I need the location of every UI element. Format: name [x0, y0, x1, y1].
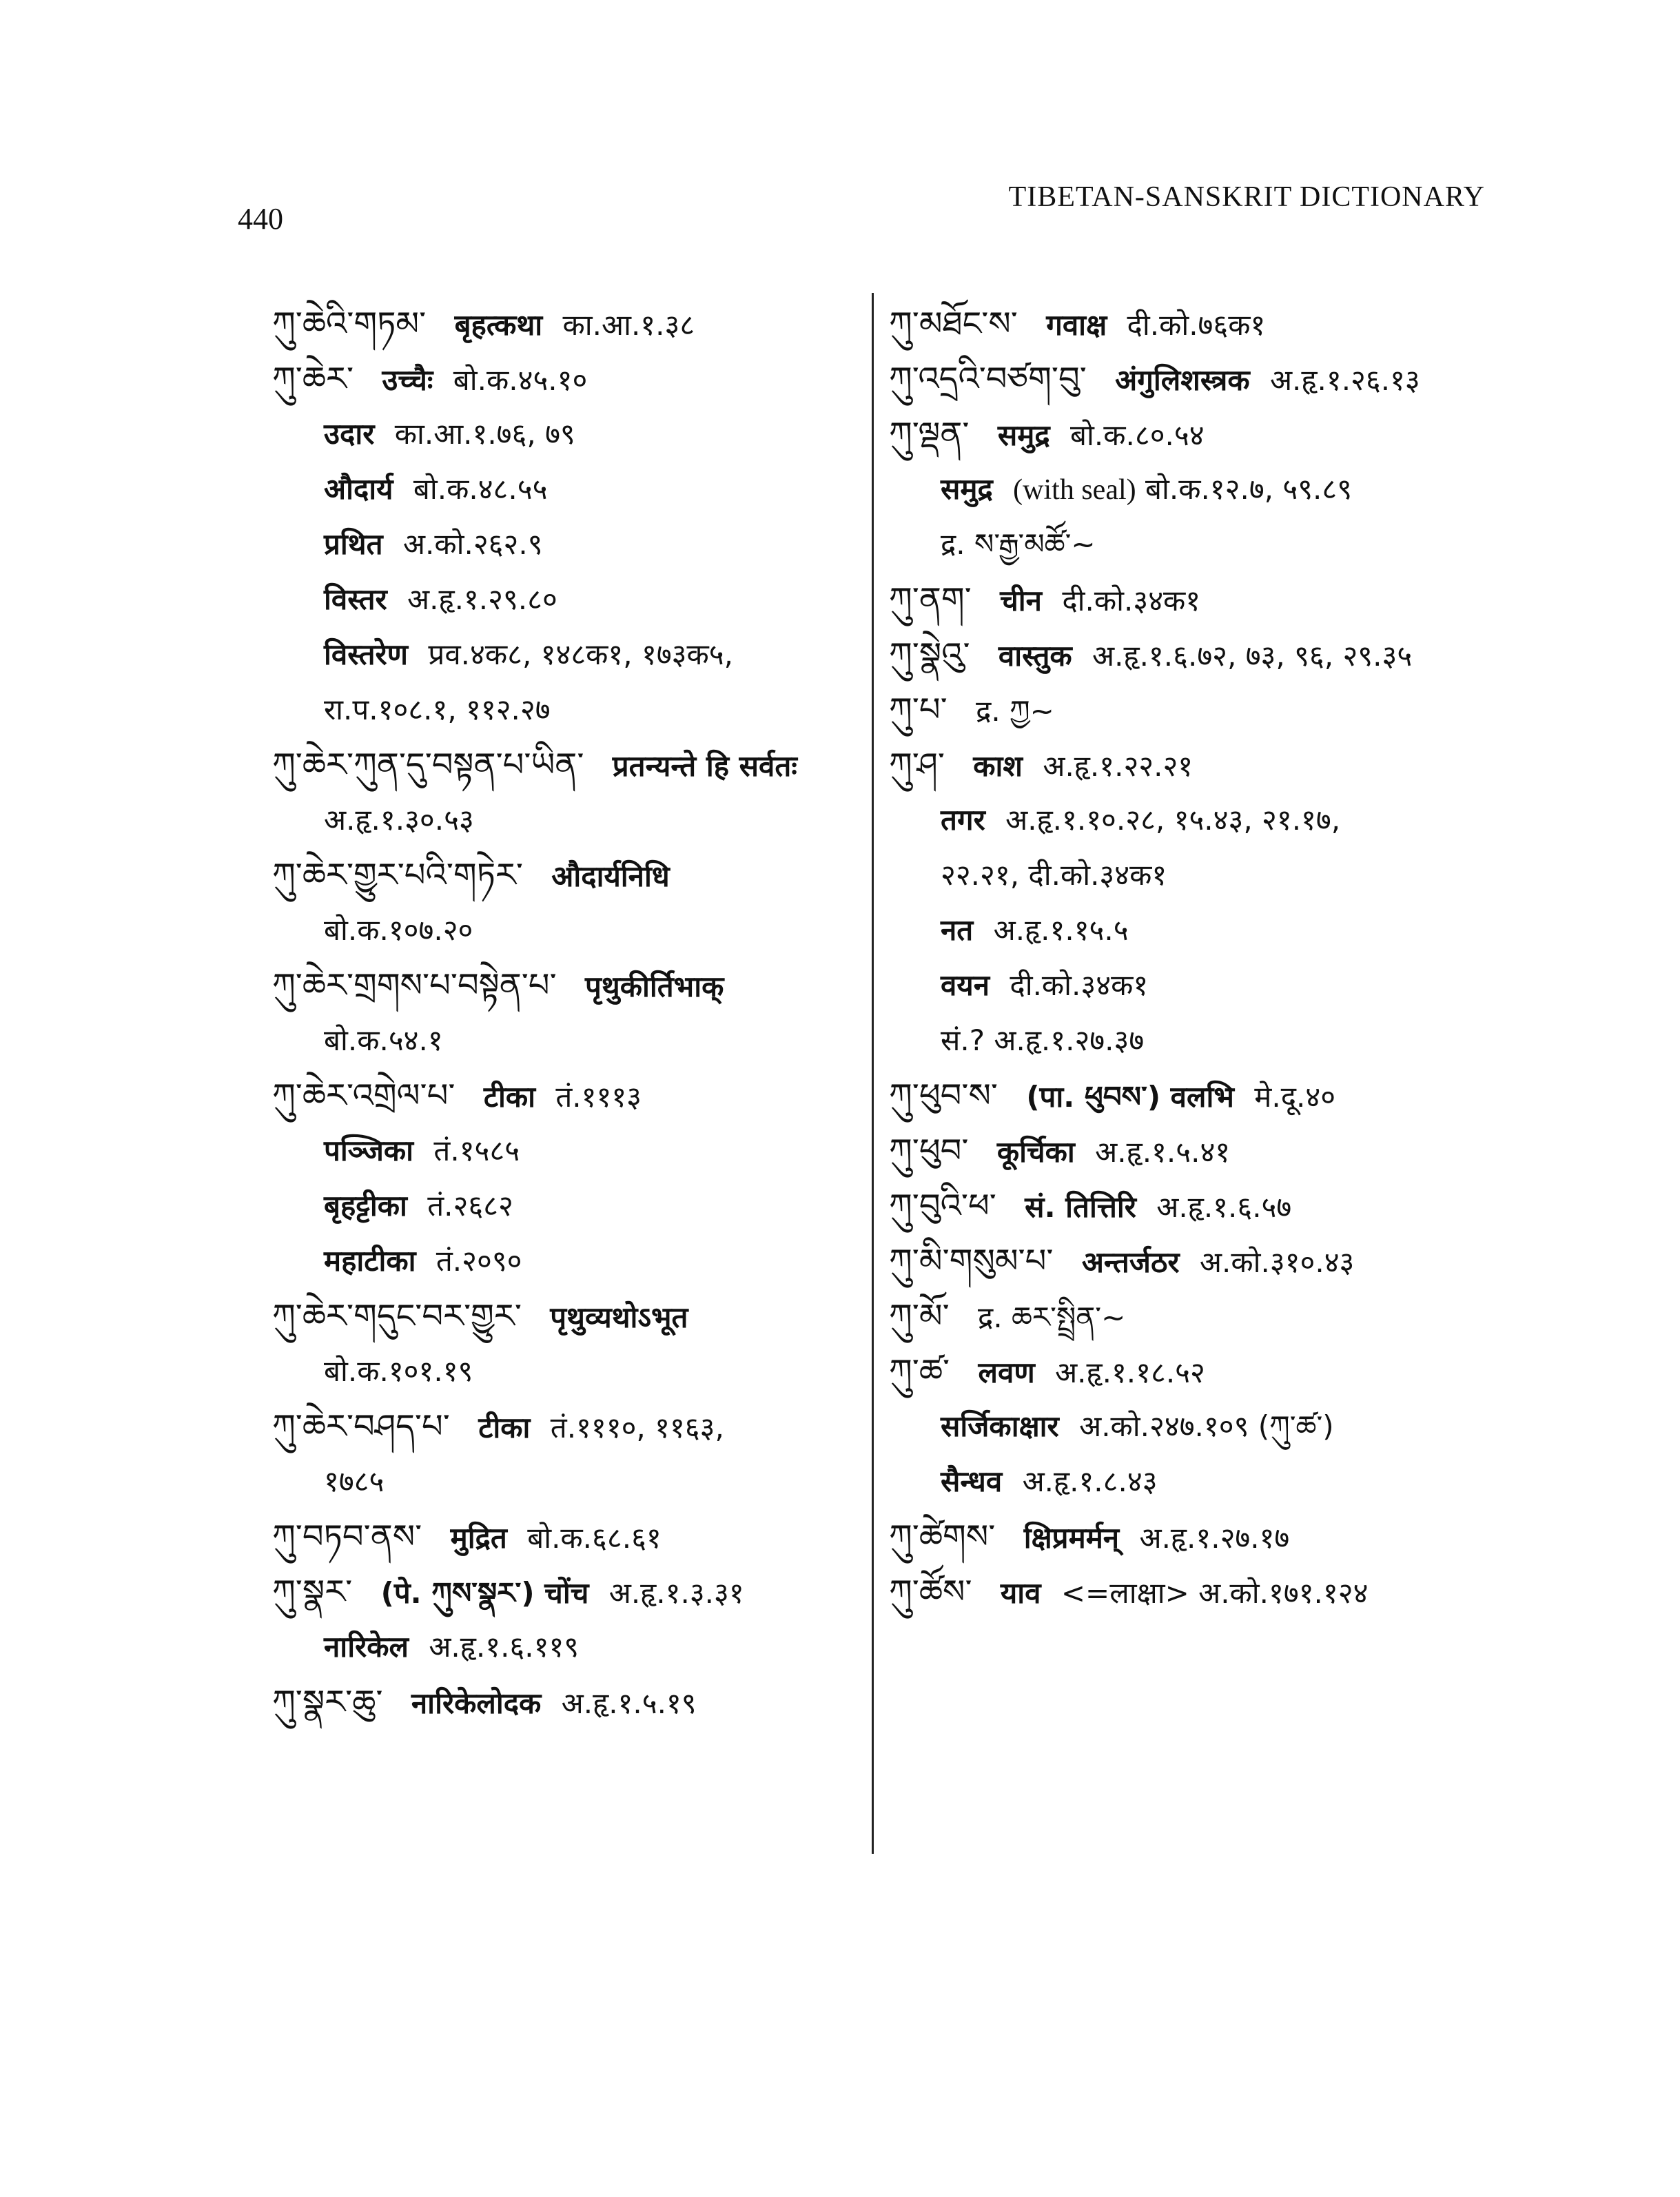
tibetan-headword: ཀུ་ཆེར་འགྲེལ་པ་ [272, 1076, 455, 1115]
entry-headline [272, 848, 879, 903]
entry-headline [889, 682, 1509, 737]
source-reference: का.आ.१.३८ [562, 308, 695, 342]
entry-subline [889, 1399, 1509, 1454]
sanskrit-equivalent: अन्तर्जठर [1081, 1245, 1180, 1279]
source-reference: अ.हृ.१.८.४३ [1022, 1464, 1158, 1498]
entry-subline [272, 572, 879, 627]
tibetan-headword: ཀུ་ཆེར་གྱུར་པའི་གཏེར་ [272, 856, 523, 895]
source-reference: अ.हृ.१.१५.५ [993, 913, 1129, 947]
source-reference: अ.हृ.१.३०.५३ [324, 803, 474, 837]
tibetan-headword: ཀུ་མི་གསུམ་པ་ [889, 1242, 1054, 1280]
sanskrit-equivalent: गवाक्ष [1046, 308, 1107, 342]
tibetan-headword: ཀུ་ཚེགས་ [889, 1518, 996, 1556]
tibetan-headword: ཀུ་མོ་ [889, 1297, 950, 1336]
source-reference: अ.हृ.१.५.४१ [1095, 1135, 1231, 1169]
column-divider [872, 293, 874, 1854]
source-reference: अ.हृ.१.६.५७ [1156, 1190, 1292, 1224]
tibetan-headword: ཀུ་བཏབ་ནས་ [272, 1518, 422, 1556]
source-reference: बो.क.१०१.१९ [324, 1354, 473, 1388]
sanskrit-equivalent: नारिकेलोदक [411, 1686, 542, 1720]
entry-headline [272, 351, 879, 407]
source-reference: तं.२६८२ [427, 1189, 513, 1223]
sanskrit-equivalent: क्षिप्रमर्मन् [1023, 1521, 1120, 1555]
sanskrit-equivalent: समुद्र [997, 418, 1050, 452]
entry-headline [889, 1178, 1509, 1234]
right-column [889, 296, 1509, 1619]
entry-subline [272, 903, 879, 958]
page-number: 440 [238, 202, 283, 236]
source-reference: बो.क.४८.५५ [413, 472, 548, 506]
sanskrit-equivalent: चीन [1000, 584, 1042, 617]
source-reference: तं.१५८५ [433, 1134, 520, 1167]
entry-subline [272, 682, 879, 737]
tibetan-headword: ཀུ་ཚ་ [889, 1352, 950, 1391]
sanskrit-equivalent: समुद्र [941, 472, 993, 506]
sanskrit-equivalent: विस्तर [324, 582, 387, 616]
tibetan-headword: ཀུ་བུའི་ཕ་ [889, 1187, 996, 1225]
entry-headline [272, 1289, 879, 1344]
entry-subline [272, 1234, 879, 1289]
entry-headline [272, 737, 879, 793]
entry-subline [272, 1178, 879, 1234]
sanskrit-equivalent: (पे. ཀུས་སྣར་) चोंच [380, 1576, 589, 1610]
tibetan-headword: ཀུ་སྣེའུ་ [889, 635, 970, 674]
sanskrit-equivalent: पृथुव्यथोऽभूत [550, 1300, 688, 1334]
source-reference: अ.हृ.१.६.७२, ७३, ९६, २९.३५ [1092, 639, 1413, 673]
entry-subline [889, 462, 1509, 517]
entry-headline [889, 1068, 1509, 1123]
latin-gloss: (with seal) [1013, 474, 1136, 506]
source-reference: बो.क.६८.६१ [527, 1521, 662, 1555]
source-reference: प्रव.४क८, १४८क१, १७३क५, [428, 637, 733, 671]
source-reference: दी.को.३४क१ [1010, 968, 1149, 1002]
entry-headline [889, 737, 1509, 793]
tibetan-headword: ཀུ་ཕུབ་ས་ [889, 1076, 998, 1115]
source-reference: तं.२०९० [436, 1244, 522, 1278]
tibetan-headword: ཀུ་སྣར་ [272, 1573, 353, 1611]
entry-subline [889, 793, 1509, 848]
source-reference: अ.हृ.१.३.३१ [608, 1576, 744, 1610]
tibetan-headword: ཀུ་ནག་ [889, 580, 972, 619]
source-reference: अ.हृ.१.१०.२८, १५.४३, २१.१७, [1005, 803, 1341, 837]
source-reference: अ.हृ.१.५.१९ [561, 1686, 697, 1720]
entry-subline [889, 958, 1509, 1013]
entry-subline [272, 462, 879, 517]
sanskrit-equivalent: (पा. ཕུབས་) वलभि [1026, 1080, 1234, 1114]
tibetan-headword: ཀུ་སྣར་ཆུ་ [272, 1683, 383, 1721]
source-reference: रा.प.१०८.१, ११२.२७ [324, 693, 551, 726]
sanskrit-equivalent: याव [1000, 1576, 1041, 1610]
entry-subline [272, 1619, 879, 1675]
source-reference: अ.को.२६२.९ [402, 527, 543, 561]
entry-headline [889, 1234, 1509, 1289]
sanskrit-equivalent: तगर [941, 803, 985, 837]
sanskrit-equivalent: महाटीका [324, 1244, 416, 1278]
source-reference: बो.क.१०७.२० [324, 913, 473, 947]
source-reference: बो.क.८०.५४ [1070, 418, 1205, 452]
entry-headline [889, 572, 1509, 627]
entry-subline [272, 793, 879, 848]
entry-subline [272, 1123, 879, 1178]
tibetan-headword: ཀུ་མཐོང་ས་ [889, 305, 1018, 343]
entry-subline [889, 517, 1509, 572]
sanskrit-equivalent: काश [973, 749, 1023, 783]
sanskrit-equivalent: अंगुलिशस्त्रक [1115, 363, 1250, 397]
tibetan-headword: ཀུ་ཆེར་གྲགས་པ་བསྟེན་པ་ [272, 966, 557, 1005]
tibetan-headword: ཀུ་ཆེར་ [272, 360, 354, 398]
source-reference: दी.को.७६क१ [1127, 308, 1266, 342]
sanskrit-equivalent: वयन [941, 968, 990, 1002]
tibetan-headword: ཀུ་ལྡན་ [889, 415, 970, 453]
entry-headline [272, 958, 879, 1013]
tibetan-headword: ཀུ་འདྲའི་བཙག་བུ་ [889, 360, 1087, 398]
entry-subline [272, 407, 879, 462]
source-reference: अ.हृ.१.२६.१३ [1269, 363, 1420, 397]
sanskrit-equivalent: उदार [324, 417, 375, 451]
source-reference: का.आ.१.७६, ७९ [394, 417, 575, 451]
sanskrit-equivalent: नारिकेल [324, 1630, 409, 1664]
tibetan-headword: ཀུ་ཆེར་ཀུན་དུ་བསྟན་པ་ཡིན་ [272, 746, 584, 784]
source-reference: द्र. ཀྱ~ [976, 694, 1054, 728]
entry-subline [889, 903, 1509, 958]
sanskrit-equivalent: नत [941, 913, 974, 947]
sanskrit-equivalent: पृथुकीर्तिभाक् [585, 970, 724, 1003]
sanskrit-equivalent: सं. तित्तिरि [1025, 1190, 1136, 1224]
source-reference: अ.हृ.१.२२.२१ [1043, 749, 1194, 783]
source-reference: अ.हृ.१.१८.५२ [1055, 1356, 1205, 1389]
sanskrit-equivalent: टीका [483, 1080, 535, 1114]
entry-headline [272, 1564, 879, 1619]
sanskrit-equivalent: बृहत्कथा [454, 308, 543, 342]
entry-headline [889, 1564, 1509, 1619]
entry-subline [272, 1454, 879, 1509]
entry-headline [889, 1123, 1509, 1178]
sanskrit-equivalent: वास्तुक [998, 639, 1072, 673]
left-column [272, 296, 879, 1730]
entry-headline [272, 1509, 879, 1564]
source-reference: मे.दू.४० [1254, 1080, 1336, 1114]
entry-subline [272, 517, 879, 572]
source-reference: तं.१११०, ११६३, [550, 1411, 724, 1444]
sanskrit-equivalent: सर्जिकाक्षार [941, 1409, 1059, 1443]
tibetan-headword: ཀུ་ཤ་ [889, 746, 945, 784]
source-reference: बो.क.१२.७, ५९.८९ [1145, 472, 1353, 506]
entry-headline [889, 351, 1509, 407]
tibetan-headword: ཀུ་ཚོས་ [889, 1573, 972, 1611]
source-reference: अ.हृ.१.६.११९ [429, 1630, 580, 1664]
source-reference: बो.क.५४.१ [324, 1023, 443, 1057]
sanskrit-equivalent: विस्तरेण [324, 637, 409, 671]
running-head: TIBETAN-SANSKRIT DICTIONARY [1008, 181, 1485, 213]
tibetan-headword: ཀུ་ཆེའི་གཏམ་ [272, 305, 427, 343]
source-reference: <=लाक्षा> अ.को.१७१.१२४ [1061, 1576, 1369, 1610]
entry-headline [272, 1068, 879, 1123]
source-reference: २२.२१, दी.को.३४क१ [941, 858, 1167, 892]
source-reference: १७८५ [324, 1464, 385, 1498]
sanskrit-equivalent: कूर्चिका [996, 1135, 1075, 1169]
source-reference: अ.हृ.१.२९.८० [407, 582, 557, 616]
entry-subline [272, 627, 879, 682]
entry-subline [889, 1013, 1509, 1068]
sanskrit-equivalent: प्रथित [324, 527, 383, 561]
source-reference: अ.को.२४७.१०९ (ཀུ་ཚ་) [1079, 1409, 1334, 1443]
tibetan-headword: ཀུ་ཕུབ་ [889, 1132, 969, 1170]
sanskrit-equivalent: उच्चैः [382, 363, 433, 397]
source-reference: तं.१११३ [555, 1080, 642, 1114]
source-reference: सं.? अ.हृ.१.२७.३७ [941, 1023, 1145, 1057]
source-reference: अ.को.३१०.४३ [1199, 1245, 1355, 1279]
source-reference: द्र. ས་རྒྱ་མཚོ་~ [941, 527, 1096, 561]
entry-headline [889, 296, 1509, 351]
entry-subline [272, 1344, 879, 1399]
entry-subline [272, 1013, 879, 1068]
entry-headline [889, 1344, 1509, 1399]
entry-headline [889, 627, 1509, 682]
source-reference: द्र. ཆར་སྤྲིན་~ [978, 1300, 1126, 1334]
entry-headline [889, 407, 1509, 462]
source-reference: दी.को.३४क१ [1062, 584, 1201, 617]
entry-headline [272, 1399, 879, 1454]
tibetan-headword: ཀུ་ཆེར་བཤད་པ་ [272, 1407, 450, 1446]
source-reference: अ.हृ.१.२७.१७ [1139, 1521, 1290, 1555]
sanskrit-equivalent: प्रतन्यन्ते हि सर्वतः [612, 749, 797, 783]
entry-headline [889, 1509, 1509, 1564]
source-reference: बो.क.४५.१० [453, 363, 588, 397]
entry-subline [889, 848, 1509, 903]
sanskrit-equivalent: टीका [478, 1411, 531, 1444]
sanskrit-equivalent: बृहट्टीका [324, 1189, 407, 1223]
entry-headline [272, 296, 879, 351]
sanskrit-equivalent: औदार्य [324, 472, 393, 506]
entry-headline [889, 1289, 1509, 1344]
sanskrit-equivalent: लवण [978, 1356, 1035, 1389]
entry-headline [272, 1675, 879, 1730]
sanskrit-equivalent: सैन्धव [941, 1464, 1003, 1498]
sanskrit-equivalent: औदार्यनिधि [551, 859, 670, 893]
tibetan-headword: ཀུ་ཆེར་གདུང་བར་གྱུར་ [272, 1297, 522, 1336]
tibetan-headword: ཀུ་པ་ [889, 691, 947, 729]
sanskrit-equivalent: मुद्रित [450, 1521, 507, 1555]
entry-subline [889, 1454, 1509, 1509]
sanskrit-equivalent: पञ्जिका [324, 1134, 414, 1167]
